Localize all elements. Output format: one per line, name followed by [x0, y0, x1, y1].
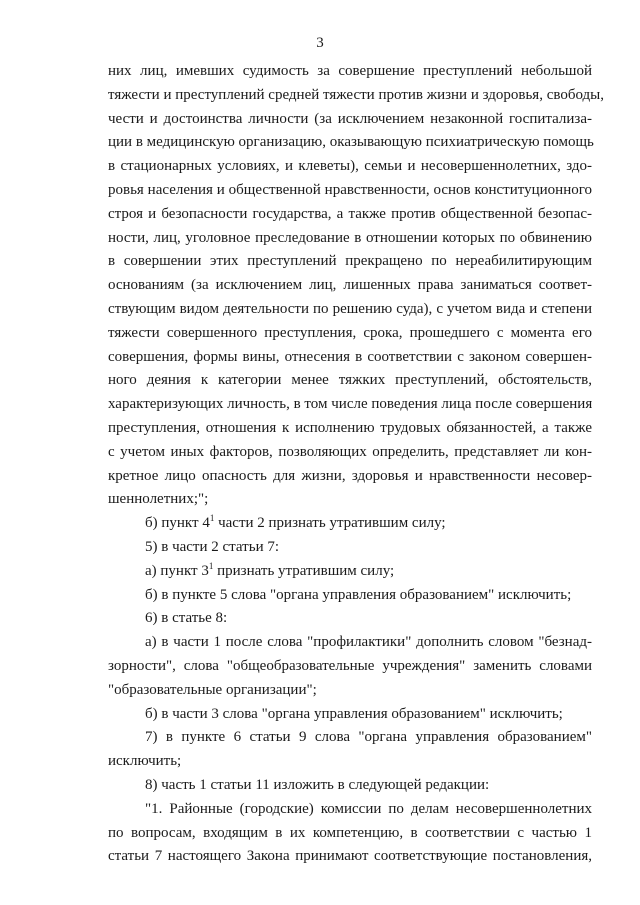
text-line: б) в части 3 слова "органа управления образованием" исключить; [145, 705, 563, 722]
text-line-prefix: б) пункт 4 [145, 515, 210, 532]
text-line: строя и безопасности государства, а также против общественной безопас- [108, 205, 592, 222]
text-line: ции в медицинскую организацию, оказывающую психиатрическую помощь [108, 134, 594, 151]
text-line: в стационарных условиях, и клеветы), семьи и несовершеннолетних, здо- [108, 158, 592, 175]
text-line: основаниям (за исключением лиц, лишенных права заниматься соответ- [108, 277, 592, 294]
text-line-suffix: признать утратившим силу; [213, 562, 395, 579]
text-line: "1. Районные (городские) комиссии по делам несовершеннолетних [145, 800, 592, 817]
superscript: 1 [208, 560, 214, 571]
text-line: зорности", слова "общеобразовательные учреждения" заменить словами [108, 657, 592, 674]
text-line: ровья населения и общественной нравственности, основ конституционного [108, 181, 592, 198]
text-line-prefix: а) пункт 3 [145, 562, 209, 579]
text-line: них лиц, имевших судимость за совершение преступлений небольшой [108, 63, 592, 79]
text-line: шеннолетних;"; [108, 491, 209, 508]
text-line: кретное лицо опасность для жизни, здоровья и нравственности несовер- [108, 467, 592, 484]
text-line: с учетом иных факторов, позволяющих определить, представляет ли кон- [108, 443, 592, 460]
text-line: 5) в части 2 статьи 7: [145, 538, 280, 555]
text-line: 6) в статье 8: [145, 610, 228, 627]
text-line: характеризующих личность, в том числе поведения лица после совершения [108, 396, 593, 413]
text-line-suffix: части 2 признать утратившим силу; [214, 515, 446, 532]
text-line [108, 560, 592, 584]
text-line: 8) часть 1 статьи 11 изложить в следующей редакции: [145, 776, 490, 793]
text-line: "образовательные организации"; [108, 681, 317, 698]
text-line: преступления, отношения к исполнению трудовых обязанностей, а также [108, 419, 592, 436]
text-line: тяжести и преступлений средней тяжести против жизни и здоровья, свободы, [108, 86, 605, 103]
text-line: а) в части 1 после слова "профилактики" дополнить словом "безнад- [145, 634, 592, 651]
text-line: ствующим видом деятельности по решению суда), с учетом вида и степени [108, 300, 592, 317]
text-line: 7) в пункте 6 статьи 9 слова "органа управления образованием" [145, 729, 592, 746]
text-line: тяжести совершенного преступления, срока, прошедшего с момента его [108, 324, 592, 341]
text-line: б) в пункте 5 слова "органа управления образованием" исключить; [145, 586, 572, 603]
document-body [108, 60, 605, 869]
text-line: в совершении этих преступлений прекращено по нереабилитирующим [108, 253, 592, 270]
page-number: 3 [316, 35, 324, 51]
text-line: ного деяния к категории менее тяжких преступлений, обстоятельств, [108, 372, 592, 389]
text-line [108, 512, 592, 536]
text-line: по вопросам, входящим в их компетенцию, в соответствии с частью 1 [108, 824, 592, 841]
text-line: ности, лиц, уголовное преследование в отношении которых по обвинению [108, 229, 592, 246]
text-line: статьи 7 настоящего Закона принимают соответствующие постановления, [108, 848, 592, 865]
text-line: чести и достоинства личности (за исключением незаконной госпитализа- [108, 110, 592, 127]
text-line: совершения, формы вины, отнесения в соответствии с законом совершен- [108, 348, 592, 365]
text-line: исключить; [108, 753, 182, 770]
superscript: 1 [209, 513, 215, 524]
